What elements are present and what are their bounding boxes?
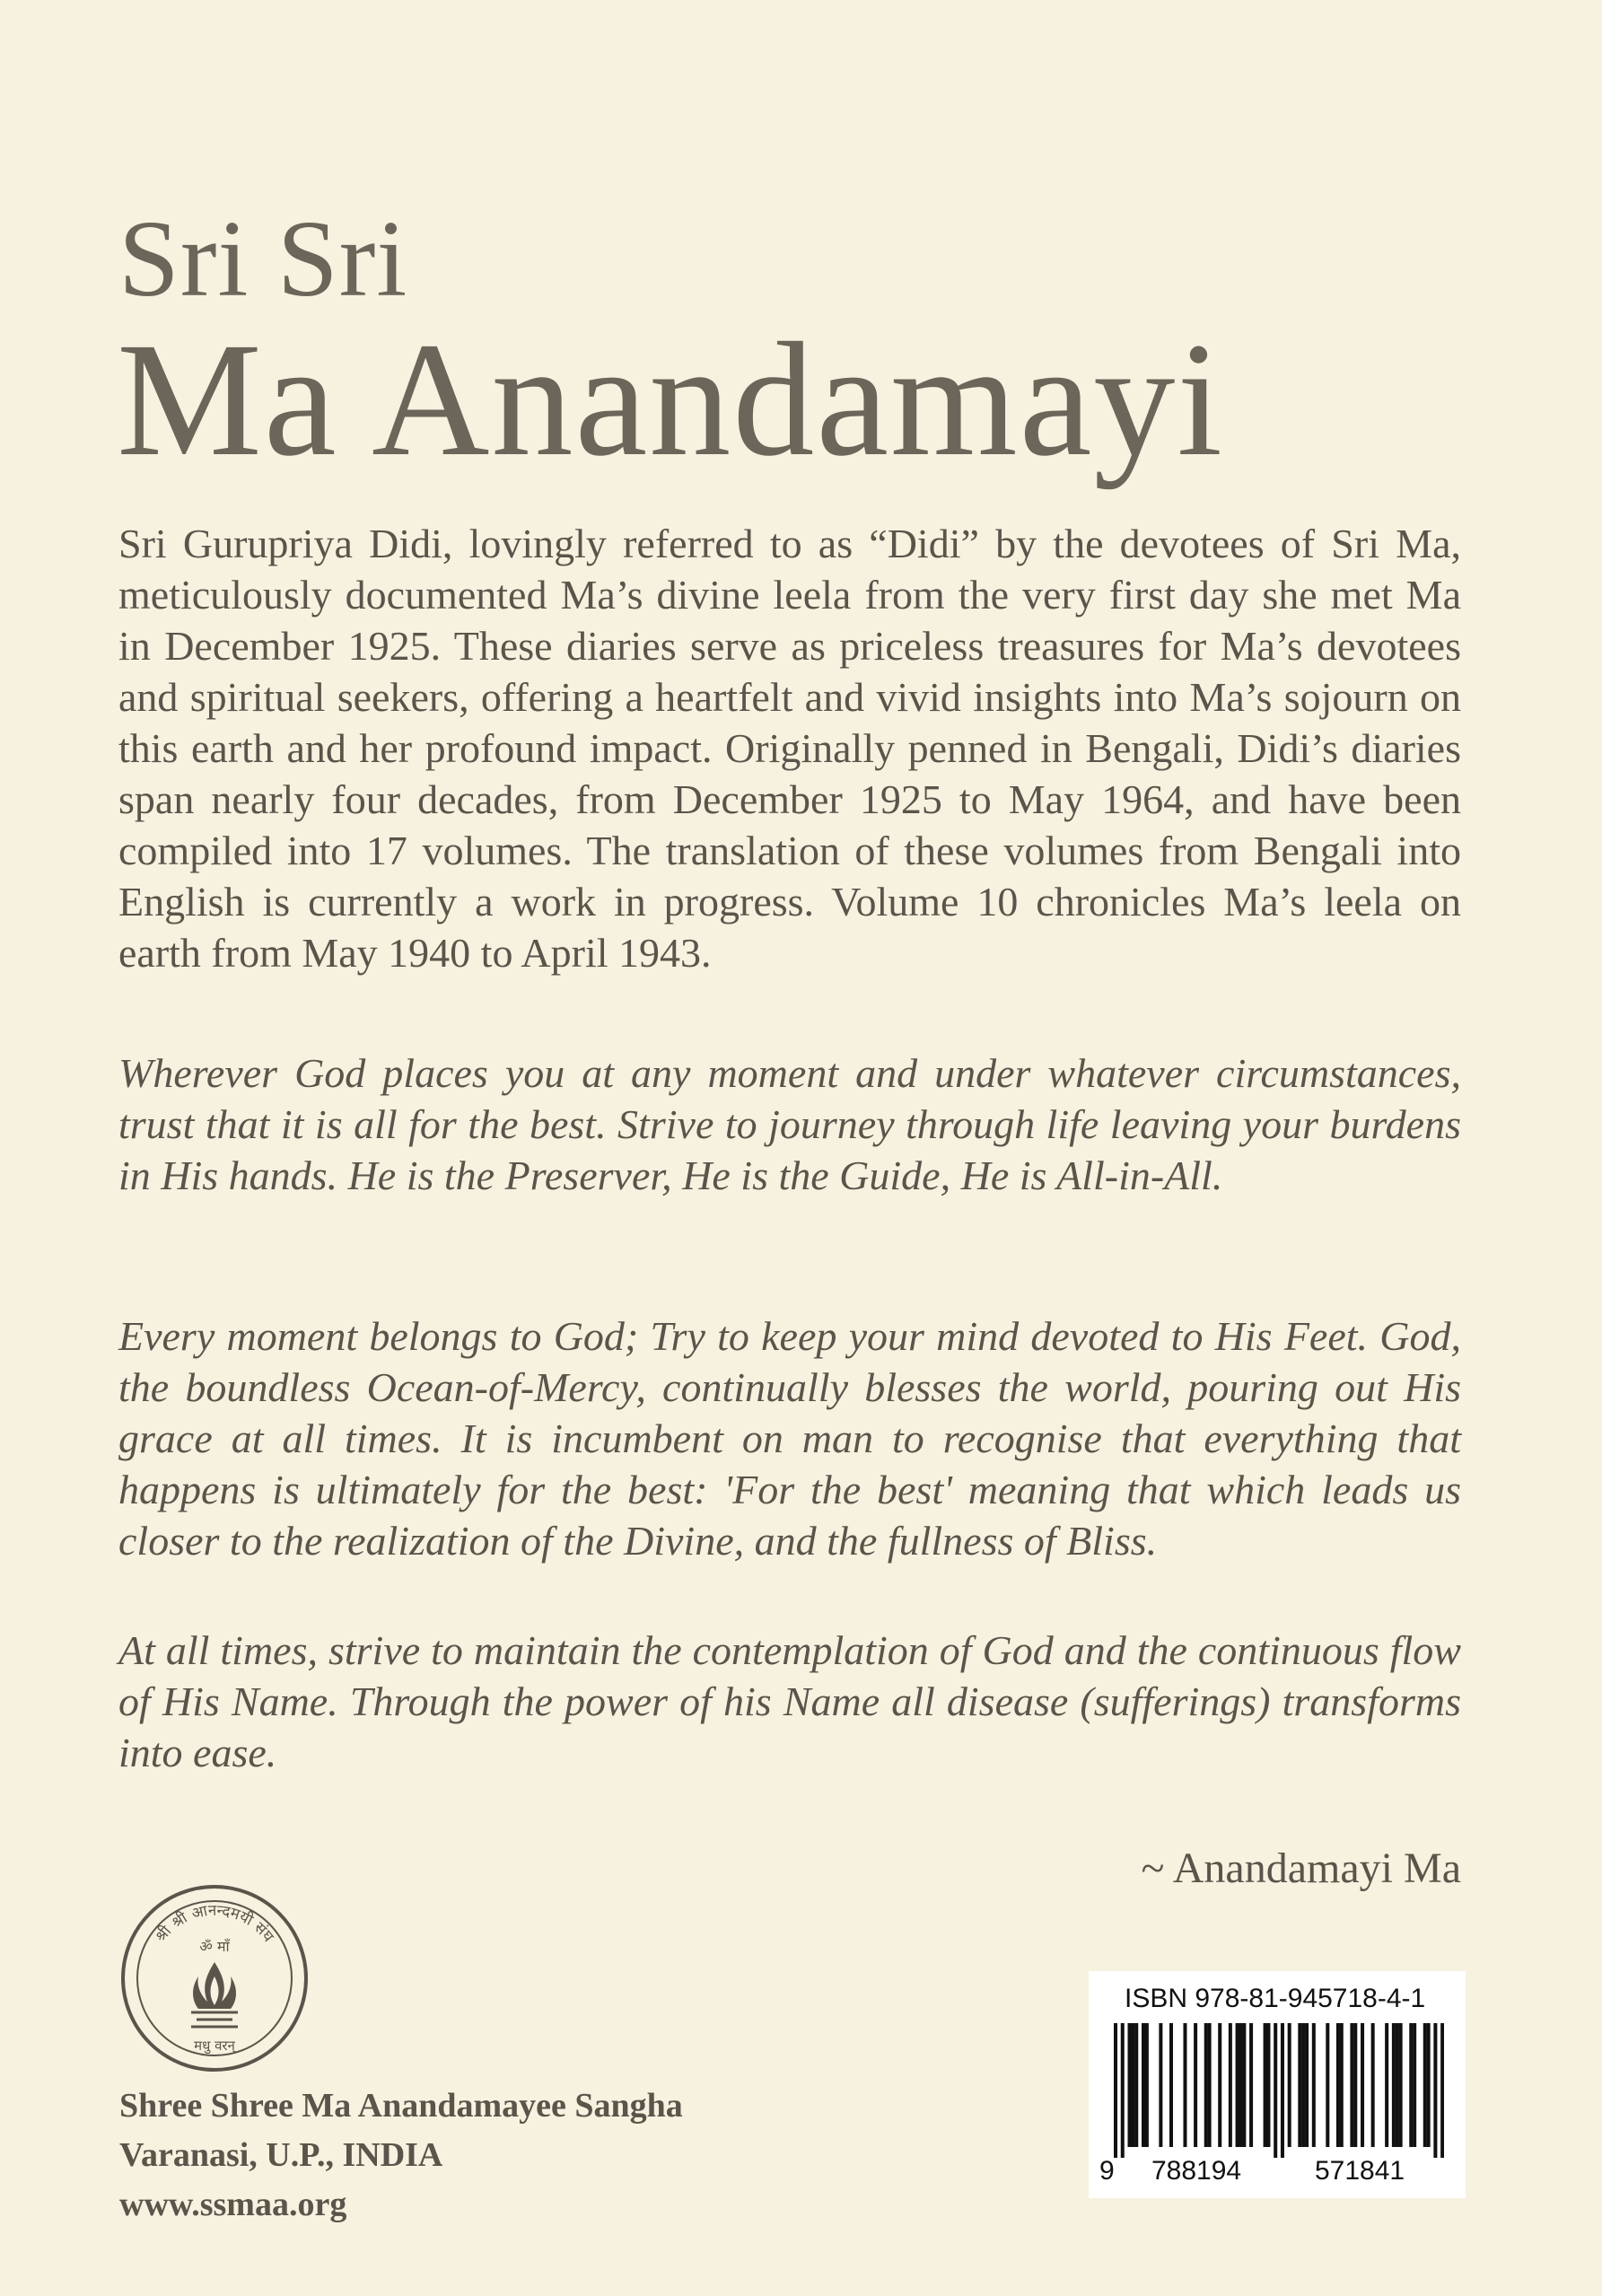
intro-paragraph: Sri Gurupriya Didi, lovingly referred to as “Didi” by the devotees of Sri Ma, meticulously documented Ma’s divine leela from the very first day she met Ma in December 1925. These diaries serve as priceless treasures for Ma’s devotees and spiritual seekers, offering a heartfelt and vivid insights into Ma’s sojourn on this earth and her profound impact. Originally penned in Bengali, Didi’s diaries span nearly four decades, from December 1925 to May 1964, and have been compiled into 17 volumes. The translation of these volumes from Bengali into English is currently a work in progress. Volume 10 chronicles Ma’s leela on earth from May 1940 to April 1943. (118, 521, 1461, 976)
altar-icon (191, 2012, 238, 2027)
barcode-bar (1440, 2023, 1444, 2158)
barcode-bar (1340, 2023, 1344, 2147)
barcode-bar (1305, 2023, 1309, 2147)
barcode-bar (1114, 2023, 1117, 2158)
barcode-bar (1399, 2023, 1403, 2147)
barcode-bar (1353, 2023, 1357, 2147)
cover-title: Ma Anandamayi (117, 310, 1224, 490)
quote-attribution: ~ Anandamayi Ma (1141, 1845, 1461, 1892)
quote-paragraph: Every moment belongs to God; Try to keep your mind devoted to His Feet. God, the boundless Ocean-of-Mercy, continually blesses the world, pouring out His grace at all times. It is incumbent on man to recognise that everything that happens is ultimately for the best: 'For the best' meaning that which leads us closer to the realization of the Divine, and the fullness of Bliss. (118, 1313, 1461, 1564)
barcode-bar (1371, 2023, 1375, 2147)
barcode-bar (1145, 2023, 1149, 2147)
publisher-info (119, 2081, 683, 2230)
emblem-top-text: श्री श्री आनन्दमयी संघ (152, 1901, 277, 1946)
barcode-bar (1229, 2023, 1232, 2147)
barcode-left-group: 788194 (1151, 2156, 1242, 2186)
barcode-bar (1312, 2023, 1316, 2147)
barcode-bar (1169, 2023, 1173, 2147)
barcode-bar (1336, 2023, 1340, 2147)
barcode-bar (1301, 2023, 1305, 2147)
barcode-bar (1361, 2023, 1364, 2147)
barcode-bar (1134, 2023, 1138, 2147)
barcode-bar (1236, 2023, 1239, 2147)
barcode-bar (1159, 2023, 1162, 2147)
barcode-bar (1413, 2023, 1416, 2147)
flame-icon (193, 1962, 236, 2009)
barcode-bar (1427, 2023, 1431, 2147)
barcode-bars (1114, 2023, 1444, 2158)
barcode-bar (1423, 2023, 1427, 2147)
barcode-bar (1242, 2023, 1246, 2147)
barcode-right-group: 571841 (1315, 2156, 1405, 2186)
barcode-bar (1131, 2023, 1134, 2147)
barcode-bar (1264, 2023, 1267, 2147)
barcode-bar (1194, 2023, 1197, 2147)
publisher-location: Varanasi, U.P., INDIA (119, 2136, 443, 2174)
publisher-website: www.ssmaa.org (119, 2186, 347, 2223)
isbn-label: ISBN 978-81-945718-4-1 (1125, 1984, 1426, 2013)
emblem-center-text: ॐ माँ (199, 1938, 230, 1955)
quote-paragraph: At all times, strive to maintain the contemplation of God and the continuous flow of His Name. Through the power of his Name all disease (sufferings) transforms into ease. (118, 1627, 1461, 1775)
barcode-bar (1183, 2023, 1186, 2147)
barcode-bar (1385, 2023, 1388, 2147)
quote-paragraph: Wherever God places you at any moment and under whatever circumstances, trust that it is all for the best. Strive to journey through life leaving your burdens in His hands. He is the Preserver, He is the Guide, He is All-in-All. (118, 1050, 1461, 1198)
cover-subtitle: Sri Sri (118, 198, 408, 320)
emblem-bottom-text: मधु वरन् (194, 2037, 235, 2054)
barcode-bar (1274, 2023, 1277, 2158)
barcode-bar (1409, 2023, 1413, 2147)
barcode-bar (1249, 2023, 1253, 2147)
barcode-bar (1127, 2023, 1131, 2147)
barcode-bar (1121, 2023, 1125, 2158)
barcode-bar (1298, 2023, 1301, 2147)
barcode-bar (1288, 2023, 1291, 2147)
barcode-bar (1433, 2023, 1437, 2158)
barcode-bar (1392, 2023, 1396, 2147)
barcode-bar (1208, 2023, 1212, 2147)
barcode-bar (1142, 2023, 1145, 2147)
barcode-bar (1350, 2023, 1353, 2147)
publisher-name: Shree Shree Ma Anandamayee Sangha (119, 2087, 683, 2125)
barcode-bar (1239, 2023, 1242, 2147)
isbn-barcode (1089, 1971, 1466, 2198)
barcode-bar (1281, 2023, 1284, 2158)
barcode-bar (1204, 2023, 1208, 2147)
barcode-bar (1396, 2023, 1399, 2147)
barcode-bar (1326, 2023, 1329, 2147)
barcode-bar (1218, 2023, 1221, 2147)
barcode-bar (1266, 2023, 1270, 2147)
barcode-lead-digit: 9 (1099, 2156, 1115, 2186)
sangha-emblem-logo (119, 1883, 310, 2073)
